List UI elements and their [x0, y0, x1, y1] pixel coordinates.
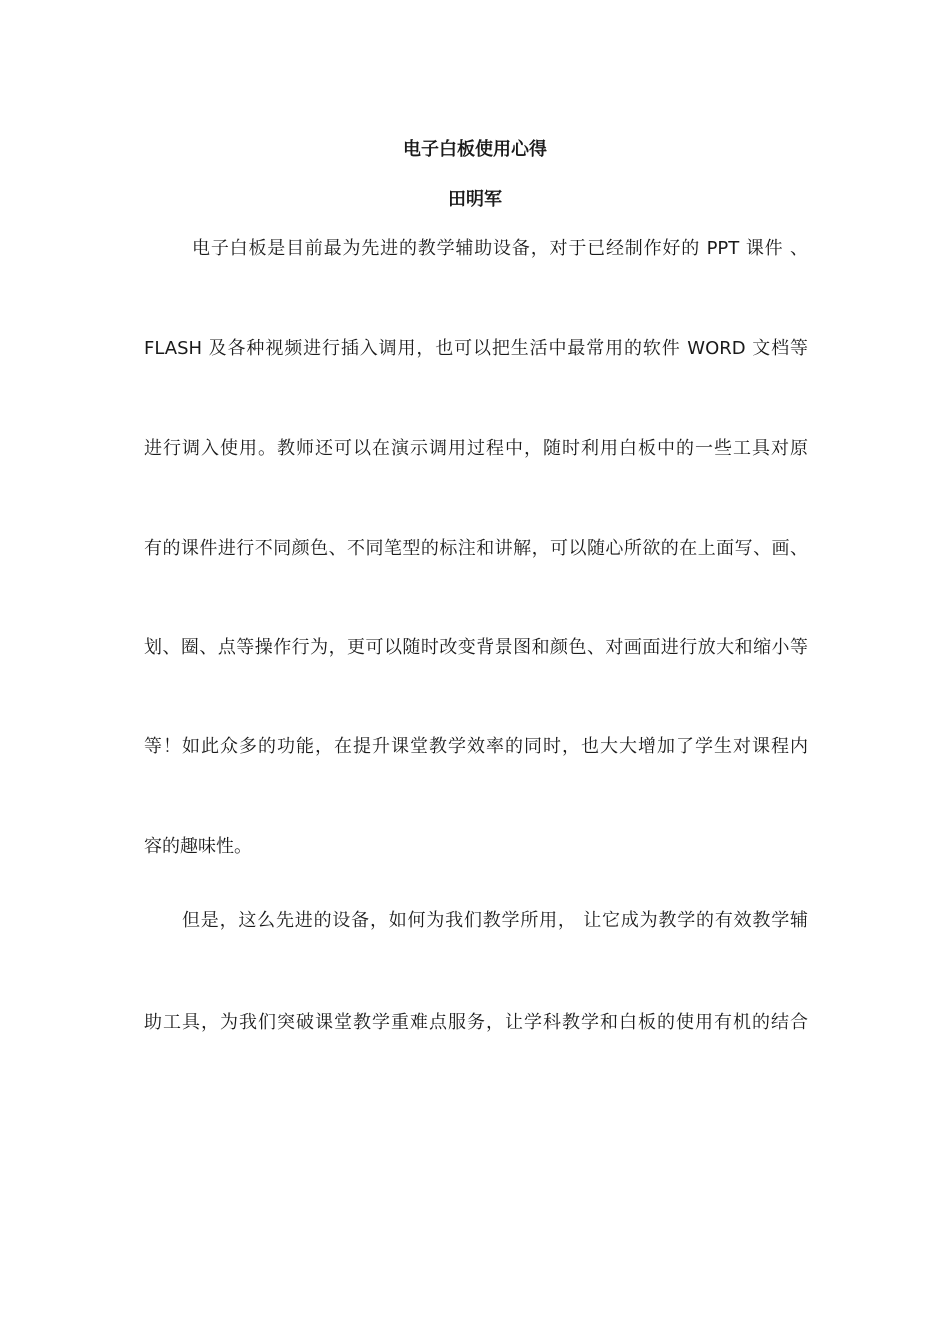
- paragraph-line: 电子白板是目前最为先进的教学辅助设备，对于已经制作好的 PPT 课件 、: [192, 238, 808, 259]
- paragraph-line: 容的趣味性。: [144, 836, 252, 857]
- paragraph-line: 助工具，为我们突破课堂教学重难点服务，让学科教学和白板的使用有机的结合: [144, 1012, 808, 1033]
- document-author: 田明军: [448, 189, 502, 210]
- paragraph-line: 有的课件进行不同颜色、不同笔型的标注和讲解，可以随心所欲的在上面写、画、: [144, 538, 808, 559]
- paragraph-line: 划、圈、点等操作行为，更可以随时改变背景图和颜色、对画面进行放大和缩小等: [144, 637, 808, 658]
- paragraph-line: 等！如此众多的功能，在提升课堂教学效率的同时，也大大增加了学生对课程内: [144, 736, 808, 757]
- paragraph-line: 进行调入使用。教师还可以在演示调用过程中，随时利用白板中的一些工具对原: [144, 438, 808, 459]
- document-title: 电子白板使用心得: [403, 139, 547, 160]
- paragraph-line: 但是，这么先进的设备，如何为我们教学所用， 让它成为教学的有效教学辅: [182, 910, 808, 931]
- paragraph-line: FLASH 及各种视频进行插入调用，也可以把生活中最常用的软件 WORD 文档等: [144, 338, 808, 359]
